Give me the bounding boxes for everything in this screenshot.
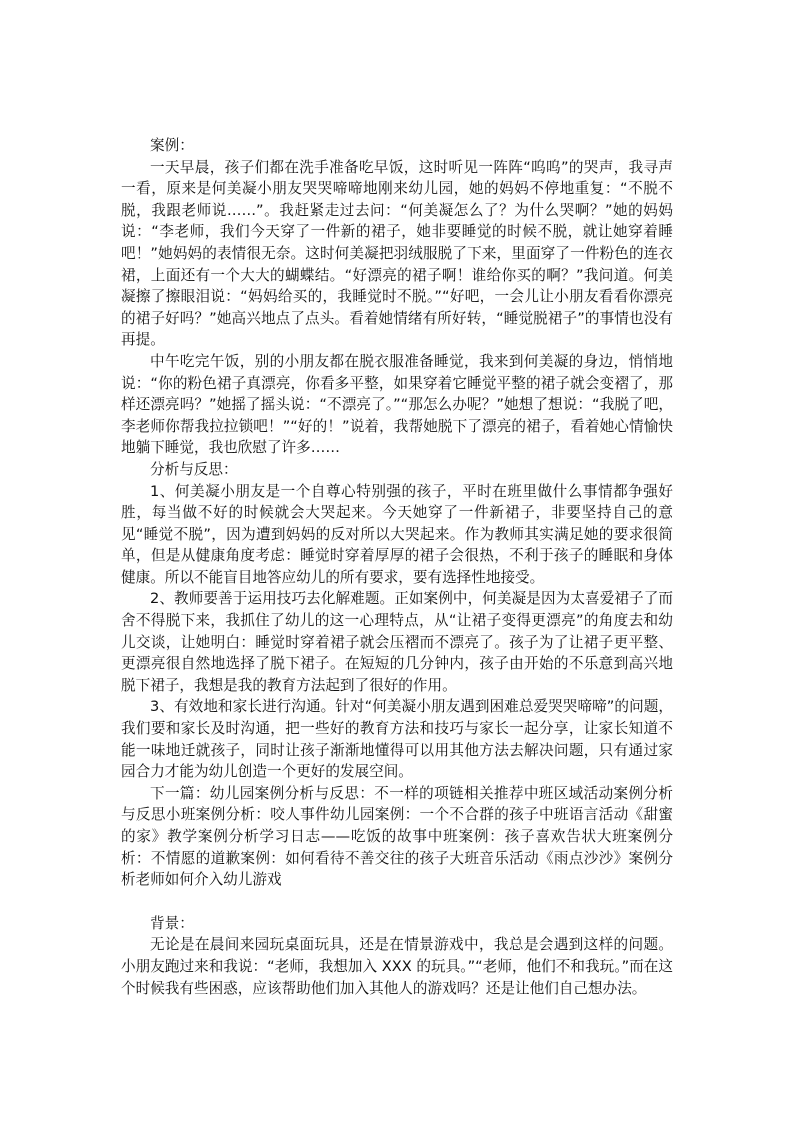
section-heading-background: 背景： bbox=[150, 914, 194, 932]
case-paragraph-noon: 中午吃完午饭，别的小朋友都在脱衣服准备睡觉，我来到何美凝的身边，悄悄地说：“你的粉色裙子真漂亮，你看多平整，如果穿着它睡觉平整的裙子就会变褶了，那样还漂亮吗？”她摇了摇头说：“不漂亮了。”“那怎么办呢？”她想了想说：“我脱了吧，李老师你帮我拉拉锁吧！”“好的！”说着，我帮她脱下了漂亮的裙子，看着她心情愉快地躺下睡觉，我也欣慰了许多…… bbox=[121, 352, 673, 457]
analysis-point-2: 2、教师要善于运用技巧去化解难题。正如案例中，何美凝是因为太喜爱裙子了而舍不得脱下来，我抓住了幼儿的这一心理特点，从“让裙子变得更漂亮”的角度去和幼儿交谈，让她明白：睡觉时穿着裙子就会压褶而不漂亮了。孩子为了让裙子更平整、更漂亮很自然地选择了脱下裙子。在短短的几分钟内，孩子由开始的不乐意到高兴地脱下裙子，我想是我的教育方法起到了很好的作用。 bbox=[121, 590, 673, 694]
related-links-paragraph: 下一篇：幼儿园案例分析与反思：不一样的项链相关推荐中班区域活动案例分析与反思小班案例分析：咬人事件幼儿园案例：一个不合群的孩子中班语言活动《甜蜜的家》教学案例分析学习日志——吃饭的故事中班案例：孩子喜欢告状大班案例分析：不情愿的道歉案例：如何看待不善交往的孩子大班音乐活动《雨点沙沙》案例分析老师如何介入幼儿游戏 bbox=[121, 784, 673, 889]
analysis-point-1: 1、何美凝小朋友是一个自尊心特别强的孩子，平时在班里做什么事情都争强好胜，每当做不好的时候就会大哭起来。今天她穿了一件新裙子，非要坚持自己的意见“睡觉不脱”，因为遭到妈妈的反对所以大哭起来。作为教师其实满足她的要求很简单，但是从健康角度考虑：睡觉时穿着厚厚的裙子会很热，不利于孩子的睡眠和身体健康。所以不能盲目地答应幼儿的所有要求，要有选择性地接受。 bbox=[121, 482, 673, 586]
background-paragraph: 无论是在晨间来园玩桌面玩具，还是在情景游戏中，我总是会遇到这样的问题。小朋友跑过来和我说：“老师，我想加入 XXX 的玩具。”“老师，他们不和我玩。”而在这个时候我有些困惑，应该帮助他们加入其他人的游戏吗？还是让他们自己想办法。 bbox=[121, 936, 673, 997]
case-paragraph-morning: 一天早晨，孩子们都在洗手准备吃早饭，这时听见一阵阵“呜呜”的哭声，我寻声一看，原来是何美凝小朋友哭哭啼啼地刚来幼儿园，她的妈妈不停地重复：“不脱不脱，我跟老师说……”。我赶紧走过去问：“何美凝怎么了？为什么哭啊？”她的妈妈说：“李老师，我们今天穿了一件新的裙子，她非要睡觉的时候不脱，就让她穿着睡吧！”她妈妈的表情很无奈。这时何美凝把羽绒服脱了下来，里面穿了一件粉色的连衣裙，上面还有一个大大的蝴蝶结。“好漂亮的裙子啊！谁给你买的啊？”我问道。何美凝擦了擦眼泪说：“妈妈给买的，我睡觉时不脱。”“好吧，一会儿让小朋友看看你漂亮的裙子好吗？”她高兴地点了点头。看着她情绪有所好转，“睡觉脱裙子”的事情也没有再提。 bbox=[121, 158, 673, 349]
document-body bbox=[121, 135, 673, 999]
section-spacer bbox=[121, 891, 673, 913]
analysis-point-3: 3、有效地和家长进行沟通。针对“何美凝小朋友遇到困难总爱哭哭啼啼”的问题，我们要和家长及时沟通，把一些好的教育方法和技巧与家长一起分享，让家长知道不能一味地迁就孩子，同时让孩子渐渐地懂得可以用其他方法去解决问题，只有通过家园合力才能为幼儿创造一个更好的发展空间。 bbox=[121, 698, 673, 781]
section-heading-case: 案例： bbox=[150, 137, 194, 154]
analysis-heading: 分析与反思： bbox=[150, 460, 238, 478]
